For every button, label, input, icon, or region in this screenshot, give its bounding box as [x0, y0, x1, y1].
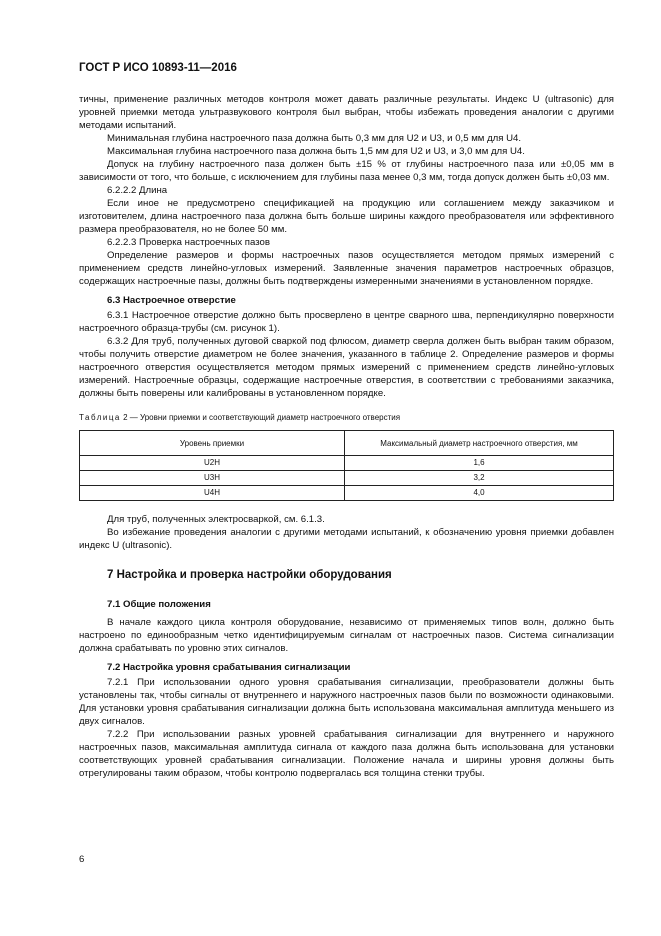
- page-number: 6: [79, 854, 85, 865]
- table-row: [80, 486, 614, 501]
- paragraph: Минимальная глубина настроечного паза должна быть 0,3 мм для U2 и U3, и 0,5 мм для U4.: [107, 133, 522, 144]
- table-row: [80, 471, 614, 486]
- table-cell: 3,2: [345, 471, 614, 486]
- table-cell: U2H: [80, 456, 345, 471]
- paragraph: В начале каждого цикла контроля оборудование, независимо от применяемых типов волн, должно быть настроено по единообразным четко идентифицируемым сигналам от настроечных пазов. Система сигнализации должна срабатывать по уровню этих сигналов.: [79, 617, 614, 654]
- paragraph: 6.3.1 Настроечное отверстие должно быть просверлено в центре сварного шва, перпендикулярно поверхности настроечного образца-трубы (см. рисунок 1).: [79, 310, 614, 334]
- document-header: ГОСТ Р ИСО 10893-11—2016: [79, 62, 237, 74]
- table-cell: U4H: [80, 486, 345, 501]
- table-caption-label: Таблица: [79, 413, 121, 422]
- paragraph: Во избежание проведения аналогии с другими методами испытаний, к обозначению уровня приемки добавлен индекс U (ultrasonic).: [79, 527, 614, 551]
- subsection-heading: 6.2.2.2 Длина: [107, 185, 168, 196]
- section-heading-7: 7 Настройка и проверка настройки оборудования: [107, 569, 392, 581]
- page-content: [79, 93, 614, 780]
- paragraph: тичны, применение различных методов контроля может давать различные результаты. Индекс U (ultrasonic) для уровней приемки метода ультразвукового контроля был выбран, чтобы избежать проведения аналогии с другими методами испытаний.: [79, 94, 614, 131]
- table-caption-text: 2 — Уровни приемки и соответствующий диаметр настроечного отверстия: [120, 413, 401, 422]
- table-row: [80, 456, 614, 471]
- table-cell: U3H: [80, 471, 345, 486]
- paragraph: 7.2.2 При использовании разных уровней срабатывания сигнализации для внутреннего и наружного настроечных пазов, максимальная амплитуда сигнала от каждого паза должна быть использована для установки соответствующих уровней срабатывания сигнализации. Положение начала и ширины уровня должны быть отрегулированы таким образом, чтобы контролю подвергалась вся толщина стенки трубы.: [79, 729, 614, 779]
- table-caption: [79, 411, 614, 424]
- paragraph: Для труб, полученных электросваркой, см. 6.1.3.: [107, 514, 325, 525]
- subsection-heading: 6.2.2.3 Проверка настроечных пазов: [107, 237, 270, 248]
- table-cell: 4,0: [345, 486, 614, 501]
- table-acceptance-levels: [79, 430, 614, 501]
- table-header-cell: Уровень приемки: [80, 431, 345, 456]
- paragraph: 6.3.2 Для труб, полученных дуговой сваркой под флюсом, диаметр сверла должен быть выбран таким образом, чтобы получить отверстие диаметром не более значения, указанного в таблице 2. Определение размеров и формы настроечного отверстия осуществляется методом прямых измерений с применением средств линейно-угловых измерений. Настроечные образцы, содержащие настроечные отверстия, в соответствии с требованиями заказчика, должны быть поверены или калиброваны в установленном порядке.: [79, 336, 614, 399]
- section-heading-7-1: 7.1 Общие положения: [107, 599, 211, 610]
- paragraph: Определение размеров и формы настроечных пазов осуществляется методом прямых измерений с применением средств линейно-угловых измерений. Заявленные значения параметров настроечных образцов, содержащих настроечные пазы, должны быть подтверждены измеренными значениями в установленном порядке.: [79, 250, 614, 287]
- paragraph: Если иное не предусмотрено спецификацией на продукцию или соглашением между заказчиком и изготовителем, длина настроечного паза должна быть больше ширины каждого преобразователя или эффективного размера преобразователя, но не более 50 мм.: [79, 198, 614, 235]
- table-header-cell: Максимальный диаметр настроечного отверстия, мм: [345, 431, 614, 456]
- paragraph: Допуск на глубину настроечного паза должен быть ±15 % от глубины настроечного паза или ±0,05 мм в зависимости от того, что больше, с исключением для глубины паза менее 0,3 мм, тогда допуск должен быть ±0,03 мм.: [79, 159, 614, 183]
- section-heading-7-2: 7.2 Настройка уровня срабатывания сигнализации: [107, 662, 351, 673]
- paragraph: Максимальная глубина настроечного паза должна быть 1,5 мм для U2 и U3, и 3,0 мм для U4.: [107, 146, 525, 157]
- table-cell: 1,6: [345, 456, 614, 471]
- section-heading-6-3: 6.3 Настроечное отверстие: [107, 295, 236, 306]
- paragraph: 7.2.1 При использовании одного уровня срабатывания сигнализации, преобразователи должны быть установлены так, чтобы сигналы от внутреннего и наружного настроечных пазов были по возможности одинаковыми. Для установки уровня срабатывания сигнализации должна быть использована максимальная амплитуда меньшего из двух сигналов.: [79, 677, 614, 727]
- table-header-row: [80, 431, 614, 456]
